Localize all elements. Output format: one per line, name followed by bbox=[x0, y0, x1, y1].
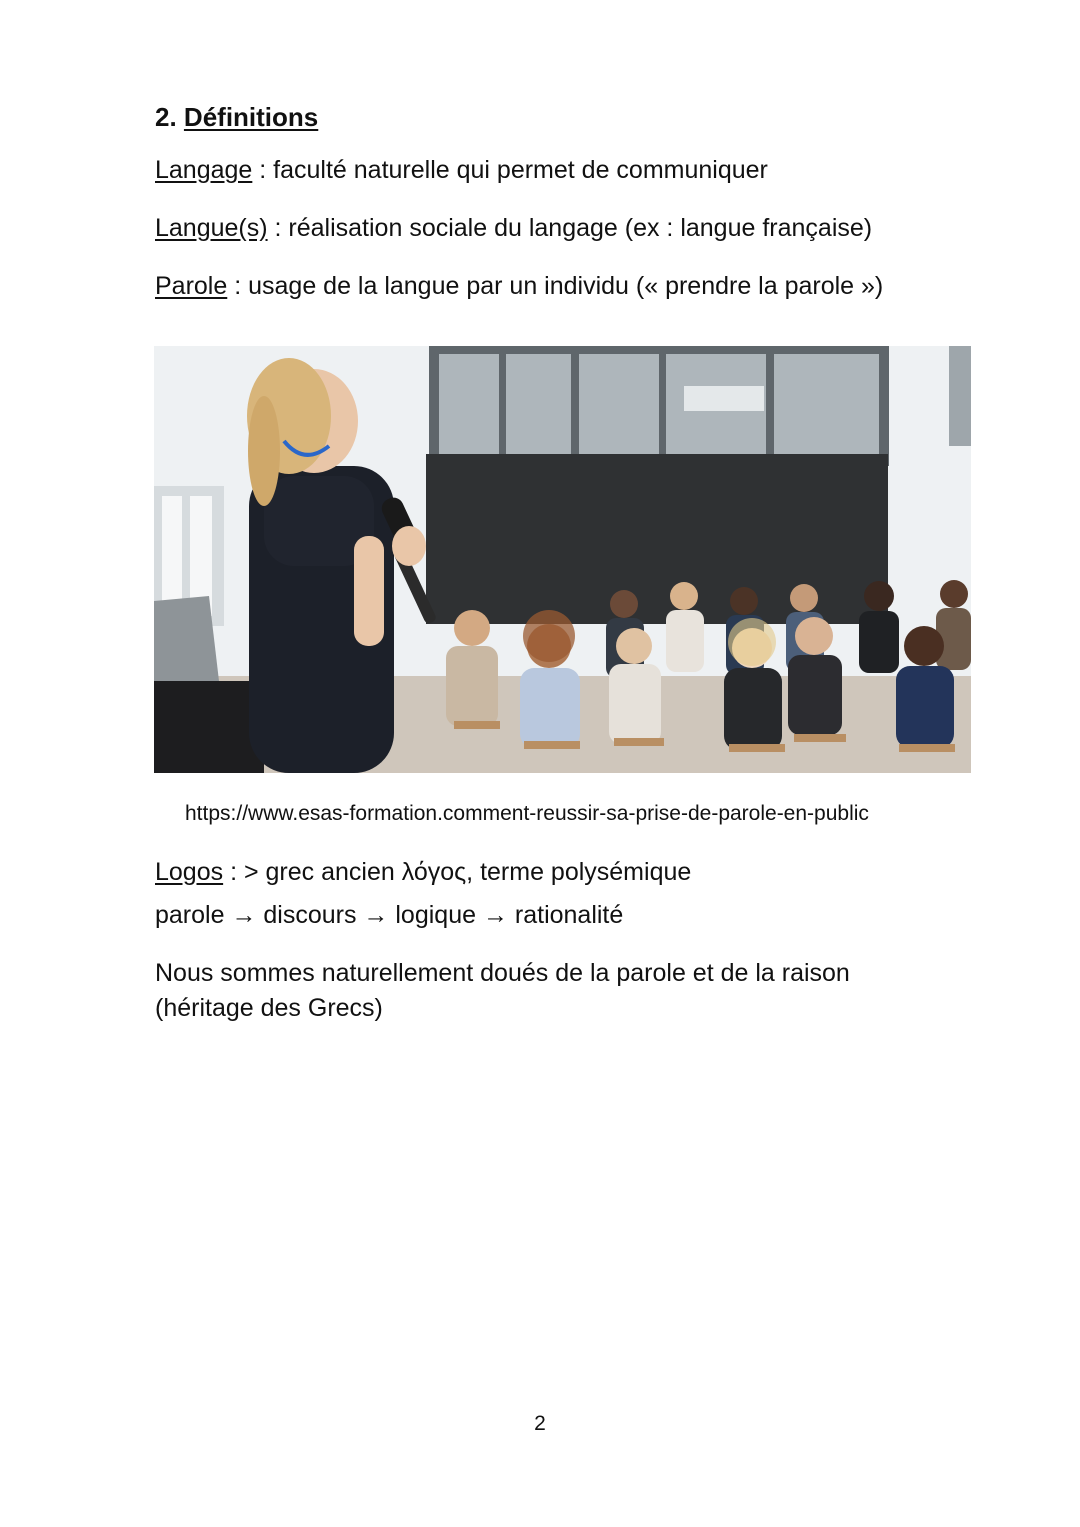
definition-langage bbox=[155, 154, 768, 186]
definition-term: Parole bbox=[155, 272, 228, 300]
definition-text: : faculté naturelle qui permet de communiquer bbox=[252, 156, 768, 184]
conclusion-line-1: Nous sommes naturellement doués de la parole et de la raison bbox=[155, 959, 850, 987]
page-number: 2 bbox=[534, 1412, 546, 1435]
conclusion-line-2: (héritage des Grecs) bbox=[155, 994, 383, 1022]
definition-langue bbox=[155, 212, 872, 244]
section-title: Définitions bbox=[183, 102, 319, 132]
conference-illustration bbox=[154, 346, 971, 773]
definition-parole bbox=[155, 270, 883, 302]
conference-photo bbox=[154, 346, 971, 773]
definition-term: Langage bbox=[155, 156, 253, 184]
definition-term: Langue(s) bbox=[155, 214, 268, 242]
section-number: 2. bbox=[155, 102, 177, 132]
section-heading bbox=[155, 100, 318, 134]
definition-text: : usage de la langue par un individu (« prendre la parole ») bbox=[227, 272, 884, 300]
logos-definition bbox=[155, 856, 691, 888]
image-caption: https://www.esas-formation.comment-reussir-sa-prise-de-parole-en-public bbox=[185, 802, 869, 825]
definition-text: : > grec ancien λόγος, terme polysémique bbox=[223, 858, 692, 886]
definition-term: Logos bbox=[155, 858, 224, 886]
definition-text: : réalisation sociale du langage (ex : langue française) bbox=[267, 214, 873, 242]
logos-chain: parole → discours → logique → rationalité bbox=[155, 901, 624, 929]
